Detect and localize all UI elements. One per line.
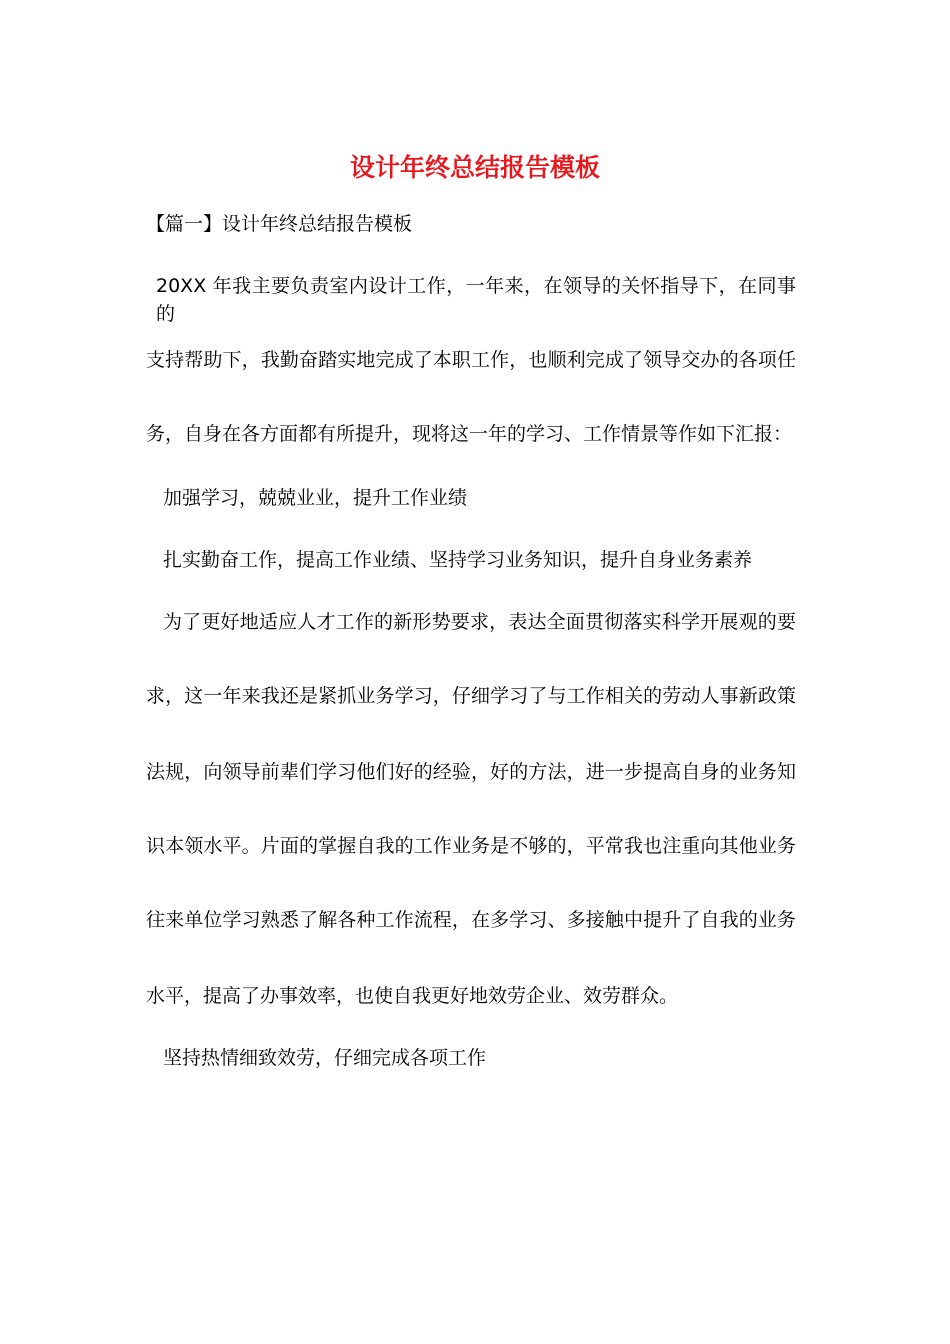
paragraph-line: 识本领水平。片面的掌握自我的工作业务是不够的，平常我也注重向其他业务: [146, 835, 796, 857]
paragraph-line: 务，自身在各方面都有所提升，现将这一年的学习、工作情景等作如下汇报：: [146, 423, 793, 445]
paragraph-line: 往来单位学习熟悉了解各种工作流程，在多学习、多接触中提升了自我的业务: [146, 909, 796, 931]
subheading-line: 坚持热情细致效劳，仔细完成各项工作: [163, 1047, 487, 1069]
paragraph-line: 水平，提高了办事效率，也使自我更好地效劳企业、效劳群众。: [146, 985, 679, 1007]
section-heading: 【篇一】设计年终总结报告模板: [146, 213, 413, 235]
document-title: 设计年终总结报告模板: [349, 153, 600, 182]
paragraph-line: 为了更好地适应人才工作的新形势要求，表达全面贯彻落实科学开展观的要: [163, 611, 796, 633]
paragraph-line: 求，这一年来我还是紧抓业务学习，仔细学习了与工作相关的劳动人事新政策: [146, 685, 796, 707]
subheading-line: 扎实勤奋工作，提高工作业绩、坚持学习业务知识，提升自身业务素养: [163, 549, 753, 571]
subheading-line: 加强学习，兢兢业业，提升工作业绩: [163, 487, 468, 509]
paragraph-line: 法规，向领导前辈们学习他们好的经验，好的方法，进一步提高自身的业务知: [146, 761, 796, 783]
paragraph-line: 支持帮助下，我勤奋踏实地完成了本职工作，也顺利完成了领导交办的各项任: [146, 349, 796, 371]
paragraph-line: 20XX 年我主要负责室内设计工作，一年来，在领导的关怀指导下，在同事的: [156, 275, 796, 325]
